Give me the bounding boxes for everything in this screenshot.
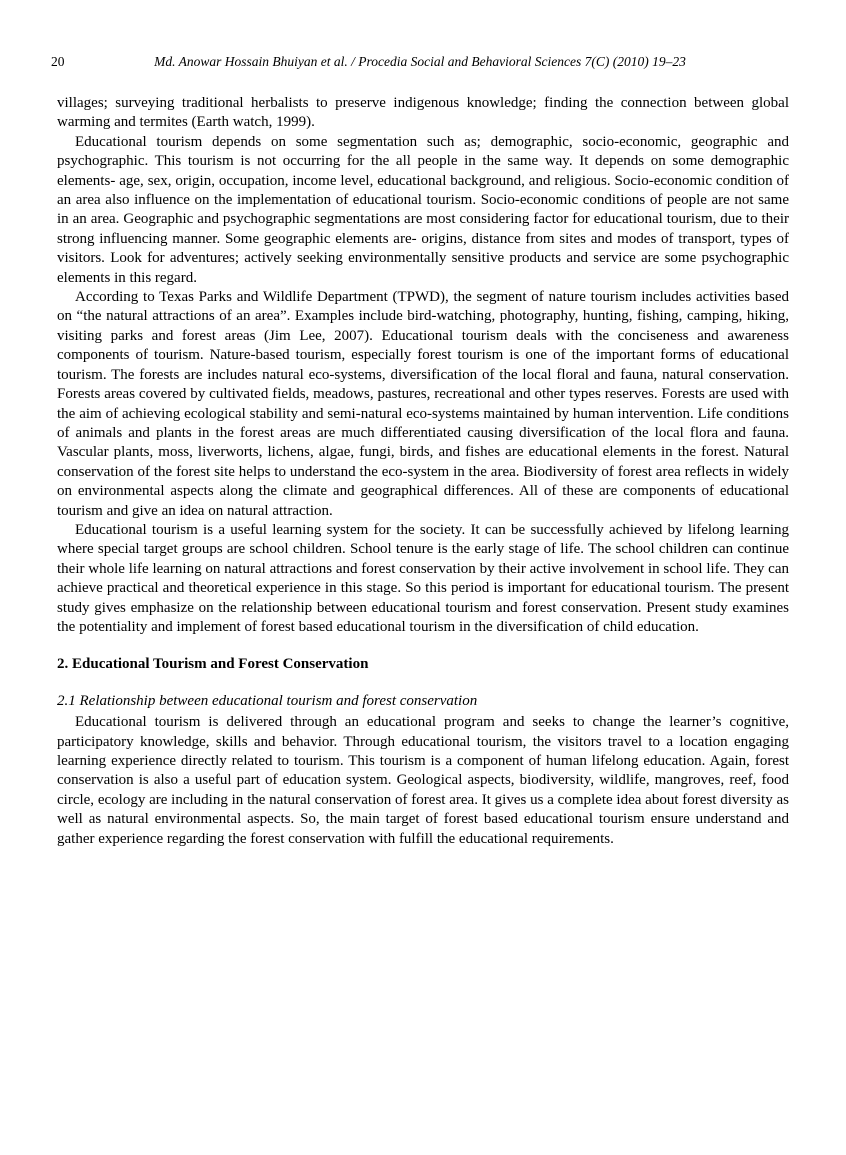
subsection-heading-2-1: 2.1 Relationship between educational tourism and forest conservation: [57, 692, 478, 709]
article-body: [57, 94, 789, 849]
running-head-citation: Md. Anowar Hossain Bhuiyan et al. / Procedia Social and Behavioral Sciences 7(C) (2010) 19–23: [154, 54, 686, 69]
paragraph-learning-system: Educational tourism is a useful learning system for the society. It can be successfully achieved by lifelong learning where special target groups are school children. School tenure is the early stage of life. The school children can continue their whole life learning on natural attractions and forest conservation by their active involvement in school life. They can achieve practical and theoretical experience in this stage. So this period is important for educational tourism. The present study gives emphasize on the relationship between educational tourism and forest conservation. Present study examines the potentiality and implement of forest based educational tourism in the diversification of child education.: [57, 521, 789, 635]
paragraph-segmentation: Educational tourism depends on some segmentation such as; demographic, socio-economic, geographic and psychographic. This tourism is not occurring for the all people in the same way. It depends on some demographic elements- age, sex, origin, occupation, income level, educational background, and religious. Socio-economic condition of an area also influence on the implementation of educational tourism. Socio-economic conditions of people are not same in an area. Geographic and psychographic segmentations are most considering factor for educational tourism, due to their strong influencing manner. Some geographic elements are- origins, distance from sites and modes of transport, types of visitors. Look for adventures; actively seeking environmentally sensitive products and service are some psychographic elements in this regard.: [57, 133, 789, 286]
paragraph-nature-tourism: According to Texas Parks and Wildlife Department (TPWD), the segment of nature tourism includes activities based on “the natural attractions of an area”. Examples include bird-watching, photography, hunting, fishing, camping, hiking, visiting parks and forest areas (Jim Lee, 2007). Educational tourism deals with the conciseness and awareness components of tourism. Nature-based tourism, especially forest tourism is one of the important forms of educational tourism. The forests are includes natural eco-systems, diversification of the local floral and fauna, natural conservation. Forests areas covered by cultivated fields, meadows, pastures, recreational and other types reserves. Forests are used with the aim of achieving ecological stability and semi-natural eco-systems maintained by human intervention. Life conditions of animals and plants in the forest areas are much differentiated causing diversification of the local flora and fauna. Vascular plants, moss, liverworts, lichens, algae, fungi, birds, and fishes are educational elements in the forest. Natural conservation of the forest site helps to understand the eco-system in the area. Biodiversity of forest area reflects in widely on environmental aspects along the climate and geographical differences. All of these are components of educational tourism and give an idea on natural attraction.: [57, 289, 789, 519]
running-header: [51, 53, 789, 71]
page-number: 20: [51, 54, 65, 69]
paragraph-relationship: Educational tourism is delivered through an educational program and seeks to change the learner’s cognitive, participatory knowledge, skills and behavior. Through educational tourism, the visitors travel to a location engaging learning experience directly related to tourism. This tourism is a component of human lifelong education. Again, forest conservation is also a useful part of education system. Geological aspects, biodiversity, wildlife, mangroves, reef, food circle, ecology are including in the natural conservation of forest area. It gives us a complete idea about forest diversity as well as natural environmental aspects. So, the main target of forest based educational tourism ensure understand and gather experience regarding the forest conservation with fulfill the educational requirements.: [57, 714, 789, 847]
paragraph-continuation: villages; surveying traditional herbalists to preserve indigenous knowledge; finding the connection between global warming and termites (Earth watch, 1999).: [57, 95, 789, 131]
section-heading-2: 2. Educational Tourism and Forest Conservation: [57, 656, 369, 673]
